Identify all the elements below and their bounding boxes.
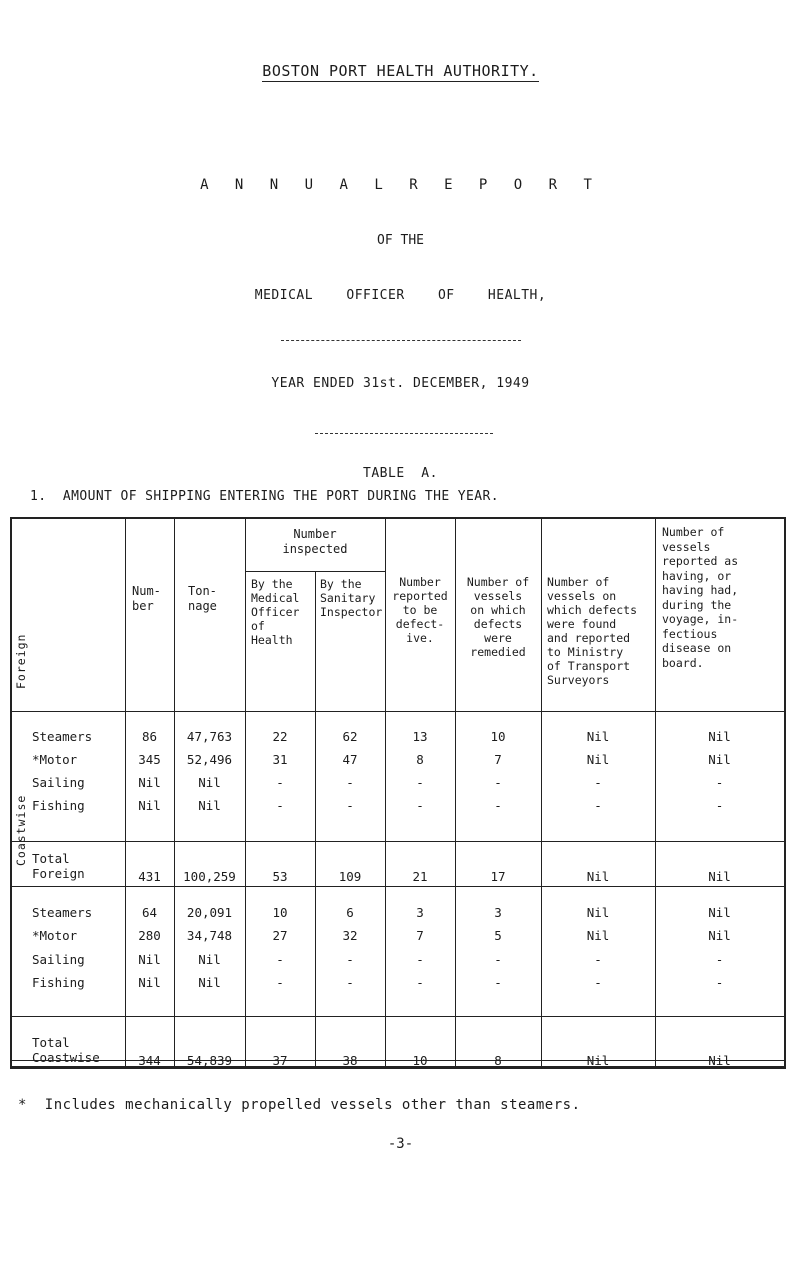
- table-cell: -: [416, 952, 424, 967]
- table-cell: 431: [138, 869, 161, 884]
- row-label: *Motor: [32, 928, 78, 943]
- authority-title: BOSTON PORT HEALTH AUTHORITY.: [262, 62, 539, 80]
- table-cell: -: [416, 975, 424, 990]
- table-cell: -: [346, 975, 354, 990]
- row-label: Fishing: [32, 975, 85, 990]
- table-cell: 21: [412, 869, 428, 884]
- row-label: *Motor: [32, 752, 78, 767]
- table-cell: Nil: [708, 729, 731, 744]
- table-cell: -: [276, 952, 284, 967]
- table-cell: Nil: [586, 869, 610, 884]
- col-number-header: Num- ber: [132, 584, 161, 613]
- table-cell: 280: [138, 928, 161, 943]
- table-cell: Nil: [708, 869, 731, 884]
- section-title: 1. AMOUNT OF SHIPPING ENTERING THE PORT DURING THE YEAR.: [30, 489, 499, 504]
- col-reported-defective-header: Number reported to be defect- ive.: [392, 575, 448, 645]
- table-cell: Nil: [708, 905, 731, 920]
- row-label: Total Coastwise: [32, 1035, 100, 1065]
- col-defects-remedied-header: Number of vessels on which defects were remedied: [466, 575, 530, 659]
- table-cell: 345: [138, 752, 161, 767]
- row-label: Fishing: [32, 798, 85, 813]
- table-cell: 64: [141, 905, 158, 920]
- table-label: TABLE A.: [363, 466, 438, 481]
- row-label: Steamers: [32, 729, 93, 744]
- table-cell: 17: [490, 869, 506, 884]
- table-cell: 100,259: [183, 869, 236, 884]
- table-cell: Nil: [586, 905, 610, 920]
- table-cell: 10: [490, 729, 506, 744]
- table-cell: Nil: [586, 729, 610, 744]
- table-cell: 8: [416, 752, 424, 767]
- table-cell: Nil: [138, 975, 161, 990]
- table-cell: -: [494, 798, 502, 813]
- row-label: Steamers: [32, 905, 93, 920]
- col-infectious-disease-header: Number of vessels reported as having, or having had, during the voyage, in- fectious disease on board.: [662, 525, 739, 670]
- dashed-divider: [315, 433, 493, 434]
- table-cell: Nil: [198, 798, 221, 813]
- table-cell: 34,748: [186, 928, 233, 943]
- table-cell: 32: [342, 928, 358, 943]
- table-cell: 37: [272, 1053, 288, 1068]
- table-cell: Nil: [138, 798, 161, 813]
- row-label: Sailing: [32, 775, 85, 790]
- table-cell: -: [346, 952, 354, 967]
- table-cell: -: [276, 798, 284, 813]
- table-cell: -: [494, 775, 502, 790]
- table-cell: Nil: [586, 1053, 610, 1068]
- table-cell: 53: [272, 869, 288, 884]
- table-cell: Nil: [198, 952, 221, 967]
- foreign-group-label: Foreign: [14, 633, 28, 689]
- table-cell: Nil: [708, 752, 731, 767]
- table-cell: Nil: [586, 928, 610, 943]
- table-cell: -: [594, 975, 602, 990]
- table-cell: 10: [272, 905, 288, 920]
- table-cell: 3: [416, 905, 424, 920]
- table-cell: 62: [342, 729, 358, 744]
- col-number-inspected-header: Number inspected: [282, 527, 348, 556]
- table-cell: 38: [342, 1053, 358, 1068]
- page-number: -3-: [387, 1136, 414, 1152]
- table-cell: Nil: [138, 775, 161, 790]
- table-cell: 27: [272, 928, 288, 943]
- table-cell: -: [494, 975, 502, 990]
- table-cell: 5: [494, 928, 502, 943]
- table-cell: 86: [141, 729, 158, 744]
- table-cell: Nil: [708, 1053, 731, 1068]
- footnote: * Includes mechanically propelled vessels other than steamers.: [18, 1097, 581, 1113]
- table-cell: -: [715, 798, 724, 813]
- table-cell: -: [715, 975, 724, 990]
- table-cell: 31: [272, 752, 288, 767]
- table-cell: Nil: [198, 775, 221, 790]
- col-by-medical-officer-header: By the Medical Officer of Health: [251, 577, 300, 647]
- of-the-line: OF THE: [377, 233, 424, 248]
- table-cell: -: [594, 798, 602, 813]
- table-cell: 47: [342, 752, 358, 767]
- table-cell: 54,839: [186, 1053, 233, 1068]
- table-cell: Nil: [586, 752, 610, 767]
- dashed-divider: [281, 340, 521, 341]
- table-cell: -: [715, 952, 724, 967]
- table-cell: 52,496: [186, 752, 233, 767]
- table-cell: 7: [494, 752, 502, 767]
- table-cell: -: [594, 775, 602, 790]
- table-cell: -: [346, 798, 354, 813]
- table-cell: 47,763: [186, 729, 233, 744]
- year-ended-line: YEAR ENDED 31st. DECEMBER, 1949: [271, 376, 530, 391]
- table-cell: 7: [416, 928, 424, 943]
- table-cell: 22: [272, 729, 288, 744]
- table-cell: -: [416, 798, 424, 813]
- row-label: Sailing: [32, 952, 85, 967]
- table-cell: -: [276, 975, 284, 990]
- table-cell: Nil: [198, 975, 221, 990]
- table-cell: -: [494, 952, 502, 967]
- table-cell: 20,091: [186, 905, 233, 920]
- table-cell: -: [594, 952, 602, 967]
- table-cell: Nil: [708, 928, 731, 943]
- table-cell: 109: [338, 869, 362, 884]
- table-cell: 3: [494, 905, 502, 920]
- medical-officer-line: MEDICAL OFFICER OF HEALTH,: [254, 288, 547, 303]
- row-label: Total Foreign: [32, 851, 85, 881]
- coastwise-group-label: Coastwise: [14, 794, 28, 866]
- table-cell: -: [416, 775, 424, 790]
- col-reported-ministry-header: Number of vessels on which defects were found and reported to Ministry of Transport Surveyors: [547, 575, 638, 687]
- table-cell: -: [346, 775, 354, 790]
- table-cell: 344: [138, 1053, 161, 1068]
- col-tonnage-header: Ton- nage: [188, 584, 217, 613]
- shipping-table: [10, 517, 786, 1069]
- table-cell: -: [715, 775, 724, 790]
- table-cell: 13: [412, 729, 428, 744]
- col-by-sanitary-inspector-header: By the Sanitary Inspector: [320, 577, 383, 619]
- table-cell: 8: [494, 1053, 502, 1068]
- table-cell: 6: [346, 905, 354, 920]
- table-cell: 10: [412, 1053, 428, 1068]
- table-cell: -: [276, 775, 284, 790]
- table-cell: Nil: [138, 952, 161, 967]
- annual-report-heading: A N N U A L R E P O R T: [200, 177, 601, 193]
